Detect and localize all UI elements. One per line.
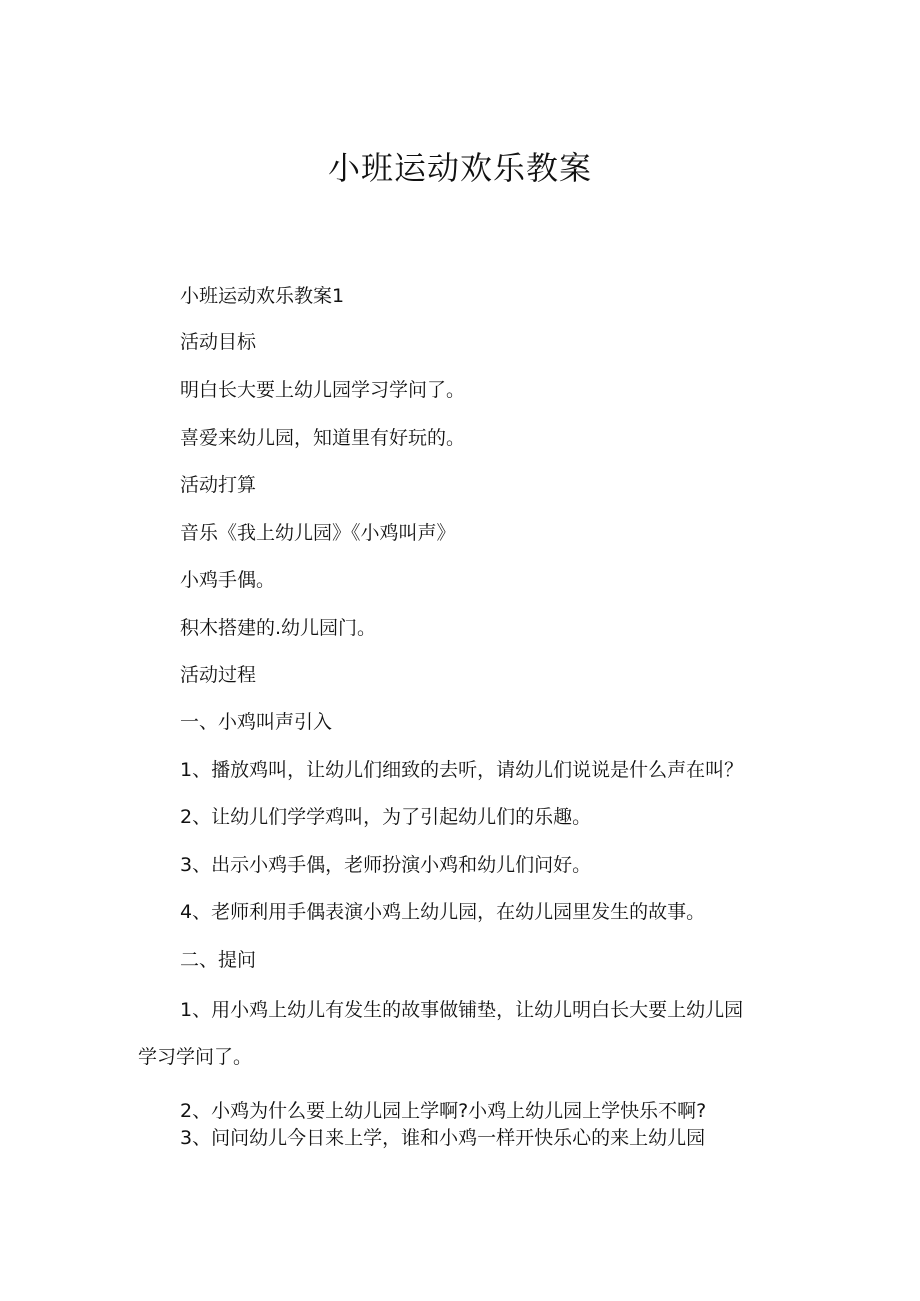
list-item: 1、用小鸡上幼儿有发生的故事做铺垫，让幼儿明白长大要上幼儿园	[180, 999, 744, 1021]
subheading-part-two: 二、提问	[180, 949, 257, 971]
list-item: 3、问问幼儿今日来上学，谁和小鸡一样开快乐心的来上幼儿园	[180, 1127, 706, 1149]
section-heading: 小班运动欢乐教案1	[180, 285, 345, 307]
paragraph: 小鸡手偶。	[180, 569, 276, 591]
paragraph: 音乐《我上幼儿园》《小鸡叫声》	[180, 522, 456, 544]
paragraph: 积木搭建的.幼儿园门。	[180, 617, 377, 639]
document-title: 小班运动欢乐教案	[327, 149, 592, 187]
subheading-preparation: 活动打算	[180, 474, 257, 496]
paragraph: 喜爱来幼儿园，知道里有好玩的。	[180, 427, 466, 449]
list-item: 2、让幼儿们学学鸡叫，为了引起幼儿们的乐趣。	[180, 806, 592, 828]
subheading-process: 活动过程	[180, 664, 257, 686]
list-item: 4、老师利用手偶表演小鸡上幼儿园，在幼儿园里发生的故事。	[180, 901, 706, 923]
list-item: 3、出示小鸡手偶，老师扮演小鸡和幼儿们问好。	[180, 854, 592, 876]
list-item: 2、小鸡为什么要上幼儿园上学啊?小鸡上幼儿园上学快乐不啊?	[180, 1100, 707, 1122]
list-item: 1、播放鸡叫，让幼儿们细致的去听，请幼儿们说说是什么声在叫？	[180, 759, 744, 781]
paragraph: 明白长大要上幼儿园学习学问了。	[180, 379, 466, 401]
subheading-part-one: 一、小鸡叫声引入	[180, 711, 333, 733]
list-item-continuation: 学习学问了。	[138, 1046, 253, 1068]
subheading-goals: 活动目标	[180, 331, 257, 353]
